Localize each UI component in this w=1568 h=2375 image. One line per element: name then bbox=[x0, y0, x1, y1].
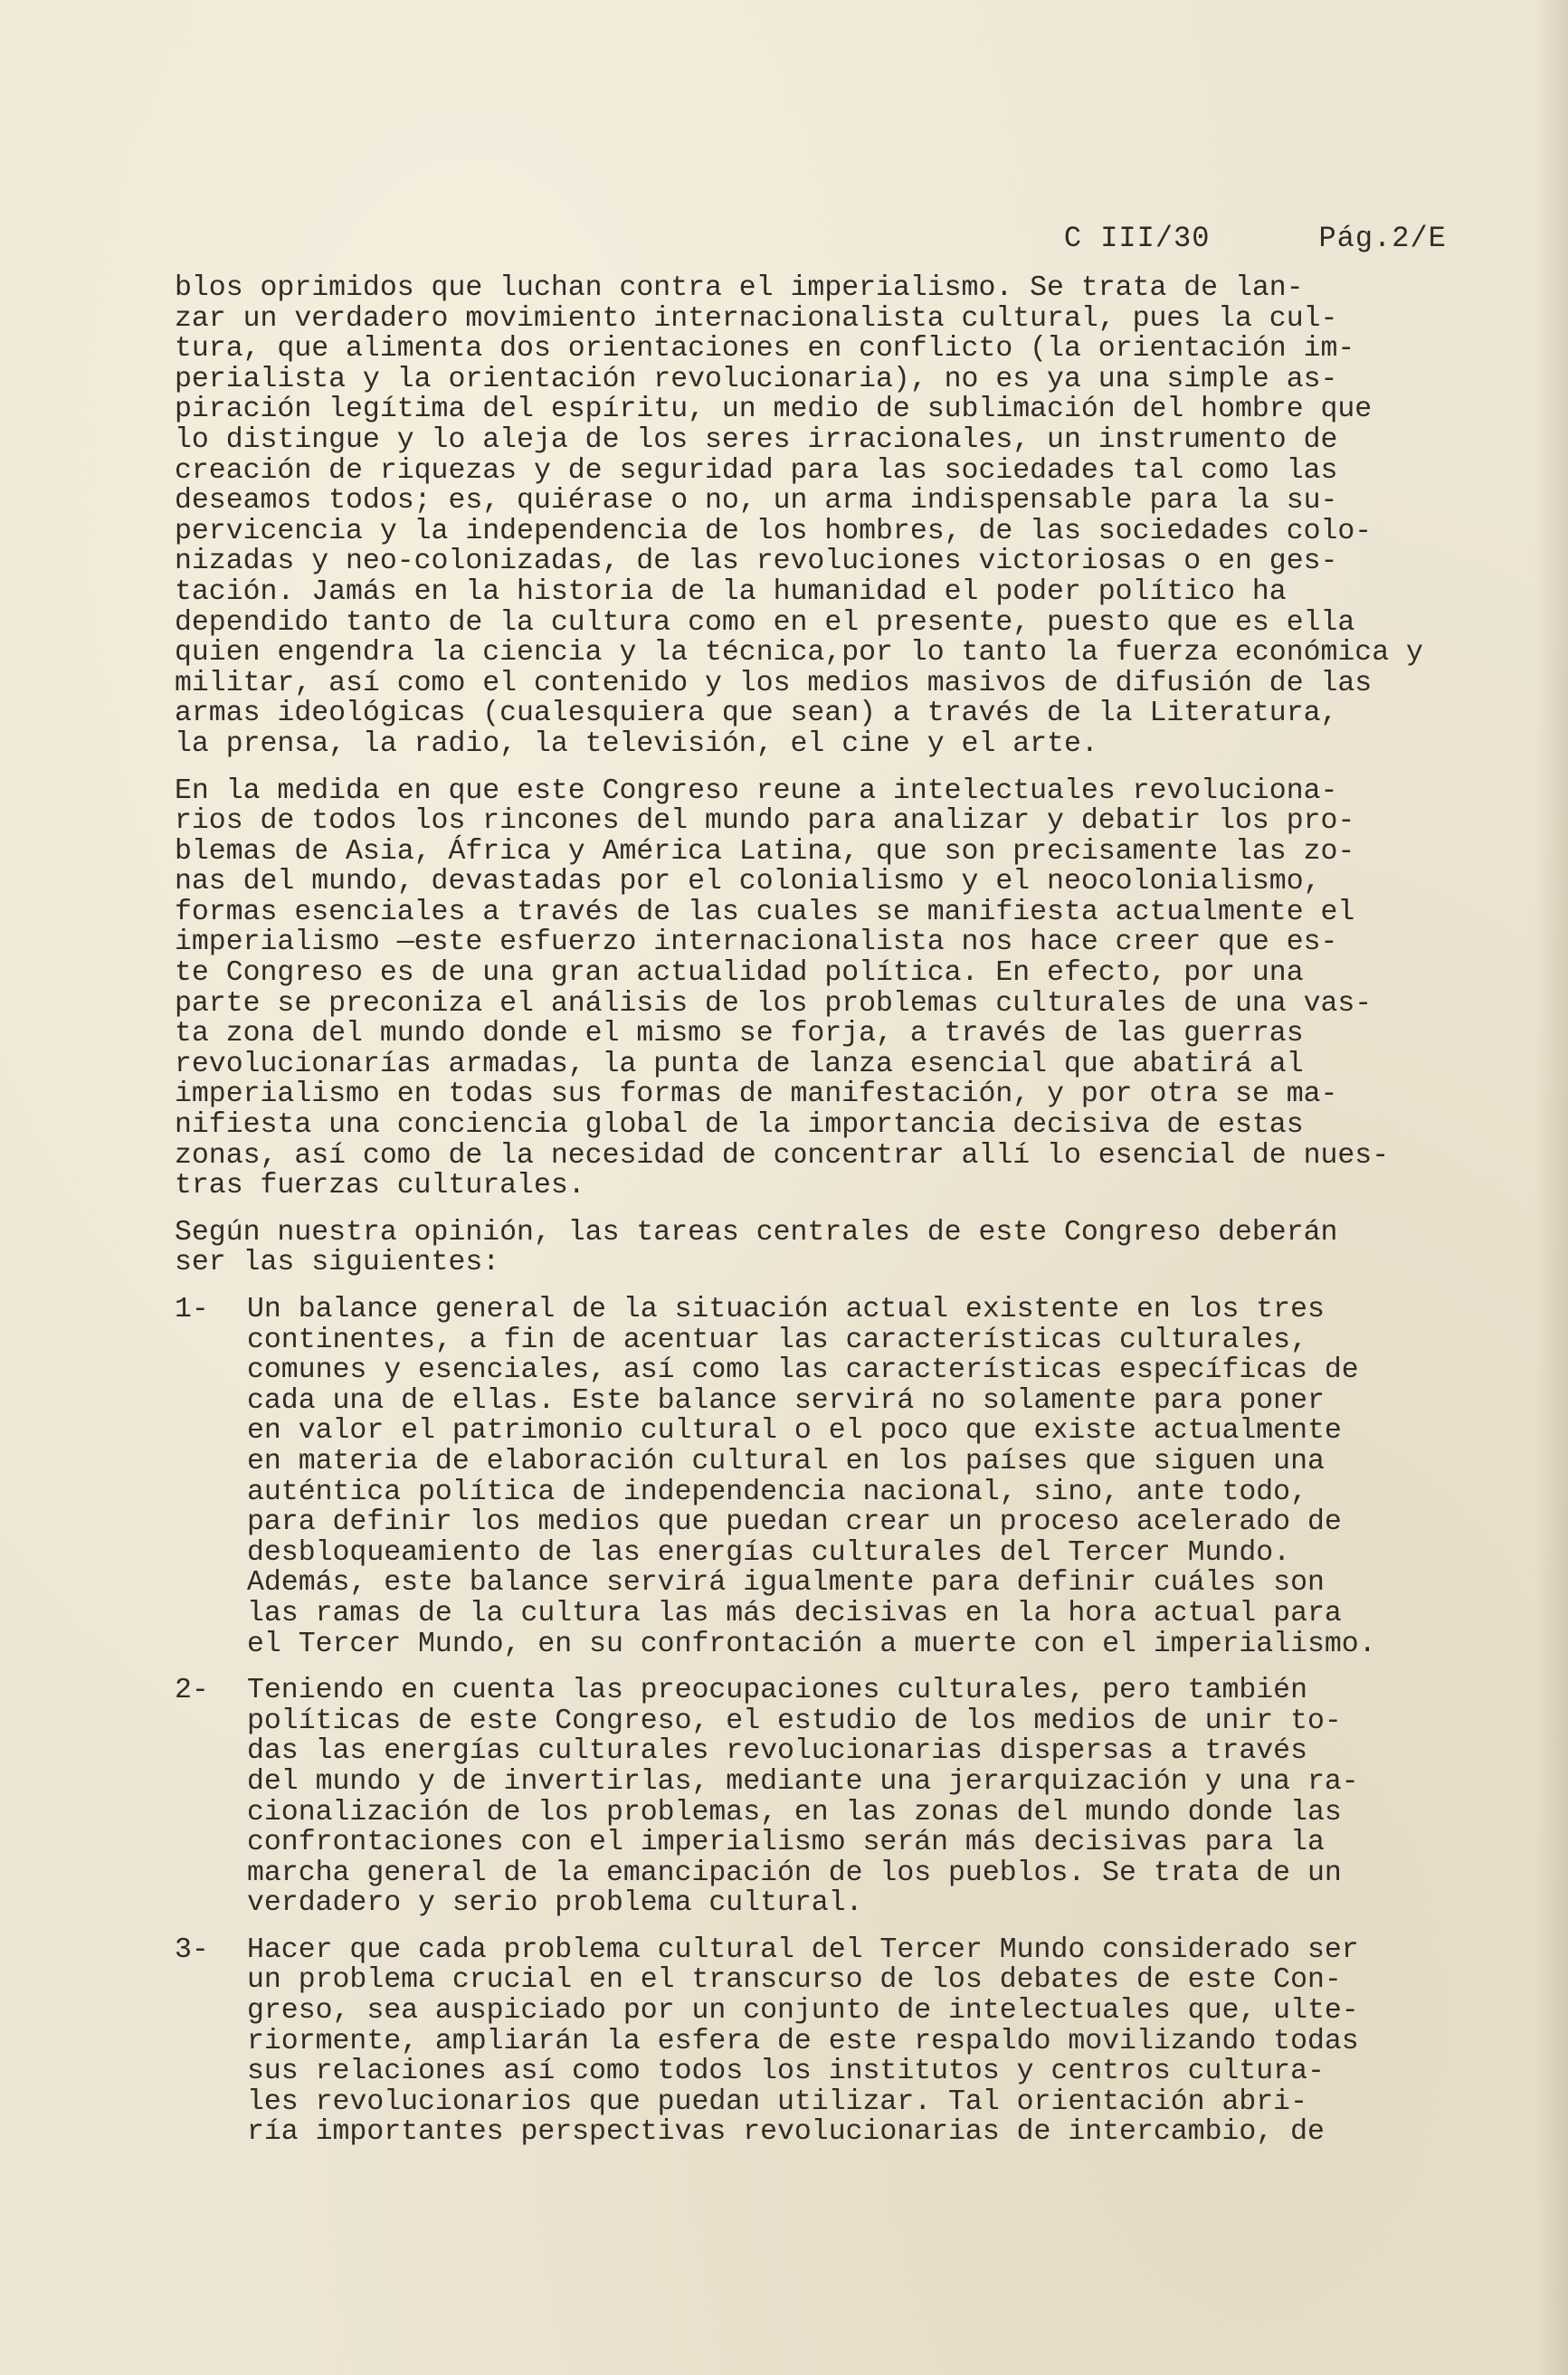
text-line: tras fuerzas culturales. bbox=[175, 1170, 585, 1202]
text-line: militar, así como el contenido y los medios masivos de difusión de las bbox=[175, 667, 1373, 699]
text-line: sus relaciones así como todos los institutos y centros cultura- bbox=[247, 2056, 1325, 2088]
list-item-number: 3- bbox=[175, 1933, 209, 1966]
text-line: del mundo y de invertirlas, mediante una jerarquización y una ra- bbox=[247, 1765, 1359, 1798]
text-line: tación. Jamás en la historia de la humanidad el poder político ha bbox=[175, 575, 1287, 608]
text-line: auténtica política de independencia nacional, sino, ante todo, bbox=[247, 1476, 1307, 1508]
text-line: comunes y esenciales, así como las características específicas de bbox=[247, 1354, 1359, 1387]
text-line: ta zona del mundo donde el mismo se forja, a través de las guerras bbox=[175, 1018, 1304, 1050]
text-line: en valor el patrimonio cultural o el poco que existe actualmente bbox=[247, 1415, 1342, 1448]
text-line: rios de todos los rincones del mundo para analizar y debatir los pro- bbox=[175, 805, 1355, 838]
text-line: tura, que alimenta dos orientaciones en conflicto (la orientación im- bbox=[175, 333, 1355, 366]
text-line: das las energías culturales revolucionarias dispersas a través bbox=[247, 1735, 1307, 1768]
text-line: nas del mundo, devastadas por el colonialismo y el neocolonialismo, bbox=[175, 866, 1321, 898]
text-line: para definir los medios que puedan crear un proceso acelerado de bbox=[247, 1506, 1342, 1539]
text-line: blemas de Asia, África y América Latina, que son precisamente las zo- bbox=[175, 835, 1355, 868]
text-line: el Tercer Mundo, en su confrontación a muerte con el imperialismo. bbox=[247, 1628, 1376, 1660]
text-line: deseamos todos; es, quiérase o no, un arma indispensable para la su- bbox=[175, 485, 1338, 518]
text-line: nizadas y neo-colonizadas, de las revoluciones victoriosas o en ges- bbox=[175, 546, 1338, 578]
paragraph-gap bbox=[175, 1202, 1459, 1218]
text-line: Un balance general de la situación actual existente en los tres bbox=[247, 1294, 1325, 1325]
text-line: Además, este balance servirá igualmente para definir cuáles son bbox=[247, 1567, 1325, 1600]
paragraph-3 bbox=[175, 1218, 1459, 1278]
document-reference: C III/30 bbox=[1063, 222, 1211, 255]
text-line: te Congreso es de una gran actualidad política. En efecto, por una bbox=[175, 957, 1304, 990]
text-line: cionalización de los problemas, en las zonas del mundo donde las bbox=[247, 1796, 1342, 1829]
text-line: dependido tanto de la cultura como en el presente, puesto que es ella bbox=[175, 606, 1355, 639]
text-line: continentes, a fin de acentuar las características culturales, bbox=[247, 1324, 1307, 1356]
text-line: riormente, ampliarán la esfera de este respaldo movilizando todas bbox=[247, 2025, 1359, 2057]
text-line: las ramas de la cultura las más decisivas en la hora actual para bbox=[247, 1597, 1342, 1629]
text-line: lo distingue y lo aleja de los seres irracionales, un instrumento de bbox=[175, 423, 1338, 456]
page-number: Pág.2/E bbox=[1318, 222, 1447, 255]
text-line: armas ideológicas (cualesquiera que sean) a través de la Literatura, bbox=[175, 698, 1338, 730]
list-item-body bbox=[247, 1676, 1459, 1919]
text-line: les revolucionarios que puedan utilizar. Tal orientación abri- bbox=[247, 2085, 1307, 2118]
text-line: zonas, así como de la necesidad de concentrar allí lo esencial de nues- bbox=[175, 1139, 1390, 1172]
text-line: formas esenciales a través de las cuales se manifiesta actualmente el bbox=[175, 896, 1355, 928]
text-line: Según nuestra opinión, las tareas centrales de este Congreso deberán bbox=[175, 1216, 1338, 1249]
text-line: perialista y la orientación revolucionaria), no es ya una simple as- bbox=[175, 363, 1338, 395]
page-edge-shadow bbox=[1535, 0, 1568, 2375]
text-line: En la medida en que este Congreso reune a intelectuales revoluciona- bbox=[175, 774, 1338, 807]
text-line: Teniendo en cuenta las preocupaciones culturales, pero también bbox=[247, 1675, 1307, 1707]
paragraph-2 bbox=[175, 776, 1459, 1202]
list-item bbox=[175, 1295, 1459, 1659]
paragraph-gap bbox=[175, 1659, 1459, 1676]
text-line: en materia de elaboración cultural en los países que siguen una bbox=[247, 1445, 1325, 1477]
text-line: confrontaciones con el imperialismo serán más decisivas para la bbox=[247, 1827, 1325, 1859]
task-list bbox=[175, 1278, 1459, 2148]
list-item bbox=[175, 1935, 1459, 2148]
text-line: zar un verdadero movimiento internacionalista cultural, pues la cul- bbox=[175, 302, 1338, 335]
text-line: piración legítima del espíritu, un medio de sublimación del hombre que bbox=[175, 394, 1373, 426]
text-line: blos oprimidos que luchan contra el imperialismo. Se trata de lan- bbox=[175, 272, 1304, 304]
text-line: políticas de este Congreso, el estudio de los medios de unir to- bbox=[247, 1705, 1342, 1737]
text-line: ría importantes perspectivas revolucionarias de intercambio, de bbox=[247, 2116, 1325, 2149]
list-item bbox=[175, 1676, 1459, 1919]
text-line: desbloqueamiento de las energías culturales del Tercer Mundo. bbox=[247, 1536, 1291, 1569]
text-line: parte se preconiza el análisis de los problemas culturales de una vas- bbox=[175, 987, 1373, 1020]
text-line: pervicencia y la independencia de los hombres, de las sociedades colo- bbox=[175, 515, 1373, 547]
text-line: un problema crucial en el transcurso de los debates de este Con- bbox=[247, 1964, 1342, 1997]
paragraph-gap bbox=[175, 760, 1459, 776]
paragraph-gap bbox=[175, 1278, 1459, 1295]
list-item-body bbox=[247, 1295, 1459, 1659]
text-line: quien engendra la ciencia y la técnica,por lo tanto la fuerza económica y bbox=[175, 637, 1423, 670]
text-line: cada una de ellas. Este balance servirá no solamente para poner bbox=[247, 1384, 1325, 1417]
text-line: marcha general de la emancipación de los pueblos. Se trata de un bbox=[247, 1857, 1342, 1889]
paragraph-1 bbox=[175, 273, 1459, 760]
paragraph-gap bbox=[175, 1919, 1459, 1935]
text-line: Hacer que cada problema cultural del Tercer Mundo considerado ser bbox=[247, 1933, 1359, 1966]
document-body bbox=[175, 273, 1459, 2148]
text-line: imperialismo en todas sus formas de manifestación, y por otra se ma- bbox=[175, 1078, 1338, 1111]
text-line: ser las siguientes: bbox=[175, 1247, 500, 1279]
text-line: la prensa, la radio, la televisión, el cine y el arte. bbox=[175, 727, 1098, 760]
list-item-number: 1- bbox=[175, 1294, 209, 1325]
list-item-body bbox=[247, 1935, 1459, 2148]
text-line: greso, sea auspiciado por un conjunto de intelectuales que, ulte- bbox=[247, 1995, 1359, 2028]
text-line: creación de riquezas y de seguridad para las sociedades tal como las bbox=[175, 454, 1338, 487]
text-line: nifiesta una conciencia global de la importancia decisiva de estas bbox=[175, 1109, 1304, 1142]
text-line: verdadero y serio problema cultural. bbox=[247, 1887, 863, 1920]
text-line: revolucionarías armadas, la punta de lanza esencial que abatirá al bbox=[175, 1048, 1304, 1080]
list-item-number: 2- bbox=[175, 1675, 209, 1707]
text-line: imperialismo —este esfuerzo internacionalista nos hace creer que es- bbox=[175, 926, 1338, 959]
